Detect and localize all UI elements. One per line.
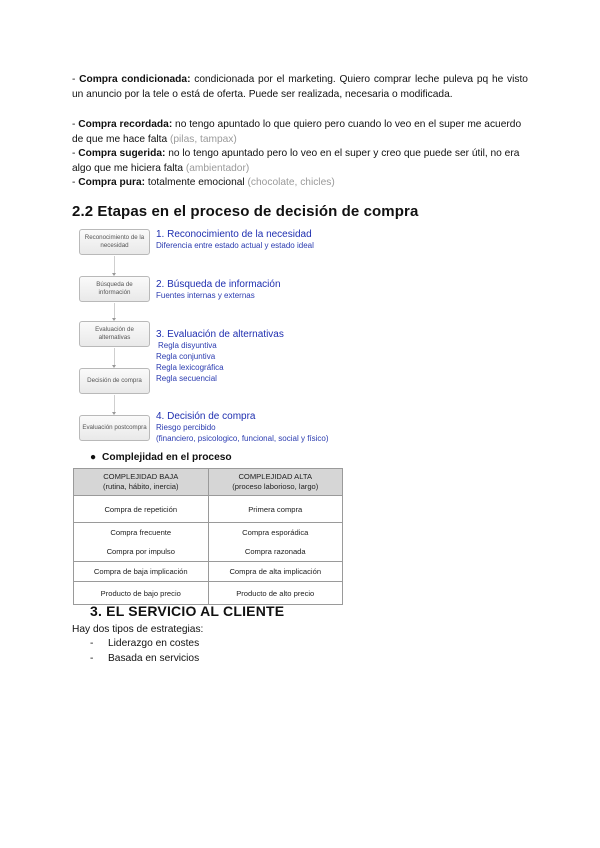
flow-box-postcompra: Evaluación postcompra (79, 415, 150, 441)
table-row (74, 582, 343, 605)
step-sub: Riesgo percibido (156, 423, 216, 432)
complexity-table (73, 468, 343, 605)
dash: - (72, 119, 79, 130)
table-cell: Compra razonada (208, 542, 343, 562)
dash: - (90, 638, 94, 649)
table-row (74, 523, 343, 543)
flow-box-evaluacion: Evaluación de alternativas (79, 321, 150, 347)
complexity-heading-text: Complejidad en el proceso (102, 452, 232, 463)
table-cell: Producto de bajo precio (74, 582, 209, 605)
step-title-2: 2. Búsqueda de información (156, 279, 281, 290)
table-header-low (74, 469, 209, 496)
flow-box-decision: Decisión de compra (79, 368, 150, 394)
step-title-3: 3. Evaluación de alternativas (156, 329, 284, 340)
table-cell: Compra de repetición (74, 496, 209, 523)
table-header-row (74, 469, 343, 496)
flow-arrow (114, 303, 115, 320)
section-title-3: 3. EL SERVICIO AL CLIENTE (90, 603, 285, 619)
term: Compra recordada: (78, 119, 173, 130)
step-sub: Diferencia entre estado actual y estado ideal (156, 241, 314, 250)
header-line: COMPLEJIDAD ALTA (238, 472, 313, 481)
purchase-type-condicionada (72, 72, 528, 102)
table-header-high (208, 469, 343, 496)
dash: - (72, 177, 79, 188)
bullet-icon: ● (90, 452, 97, 463)
header-line: (rutina, hábito, inercia) (102, 482, 179, 491)
list-item-text: Basada en servicios (108, 653, 200, 664)
example: (pilas, tampax) (169, 134, 237, 145)
term: Compra pura: (78, 177, 146, 188)
term: Compra condicionada: (79, 74, 191, 85)
step-sub: Regla lexicográfica (156, 363, 224, 372)
purchase-type-recordada (72, 117, 528, 147)
step-title-4: 4. Decisión de compra (156, 411, 256, 422)
table-cell: Compra por impulso (74, 542, 209, 562)
dash: - (72, 148, 79, 159)
step-sub: Regla conjuntiva (156, 352, 216, 361)
step-sub: (financiero, psicologico, funcional, social y físico) (156, 434, 329, 443)
flow-box-reconocimiento: Reconocimiento de la necesidad (79, 229, 150, 255)
table-cell: Primera compra (208, 496, 343, 523)
table-row (74, 542, 343, 562)
step-sub: Regla disyuntiva (158, 341, 217, 350)
flow-arrow (114, 348, 115, 367)
description: condicionada por el marketing. Quiero comprar leche puleva pq he visto un anuncio por la tele o está de oferta. Puede ser realizada, necesaria o modificada. (72, 74, 528, 100)
list-item (90, 637, 199, 650)
purchase-type-sugerida (72, 146, 528, 176)
list-item (90, 652, 199, 665)
flow-arrow (114, 395, 115, 414)
header-line: COMPLEJIDAD BAJA (103, 472, 179, 481)
flow-arrow (114, 256, 115, 275)
step-sub: Regla secuencial (156, 374, 217, 383)
step-sub: Fuentes internas y externas (156, 291, 255, 300)
section-3-intro: Hay dos tipos de estrategias: (72, 624, 204, 635)
table-cell: Producto de alto precio (208, 582, 343, 605)
flow-box-busqueda: Búsqueda de información (79, 276, 150, 302)
header-line: (proceso laborioso, largo) (232, 482, 319, 491)
example: (ambientador) (185, 163, 250, 174)
table-cell: Compra de alta implicación (208, 562, 343, 582)
section-title-2-2: 2.2 Etapas en el proceso de decisión de compra (72, 203, 419, 220)
complexity-heading (90, 452, 232, 463)
description: totalmente emocional (145, 177, 248, 188)
description: no tengo apuntado lo que quiero pero cuando lo veo en el super me acuerdo de que me hace falta (72, 119, 522, 145)
table-cell: Compra esporádica (208, 523, 343, 543)
description: no lo tengo apuntado pero lo veo en el super y creo que puede ser útil, no era algo que me hiciera falta (72, 148, 520, 174)
purchase-type-pura (72, 175, 528, 190)
table-cell: Compra frecuente (74, 523, 209, 543)
table-row (74, 562, 343, 582)
dash: - (90, 653, 94, 664)
step-title-1: 1. Reconocimiento de la necesidad (156, 229, 312, 240)
dash: - (72, 74, 80, 85)
term: Compra sugerida: (78, 148, 166, 159)
example: (chocolate, chicles) (247, 177, 335, 188)
table-row (74, 496, 343, 523)
table-cell: Compra de baja implicación (74, 562, 209, 582)
list-item-text: Liderazgo en costes (108, 638, 200, 649)
